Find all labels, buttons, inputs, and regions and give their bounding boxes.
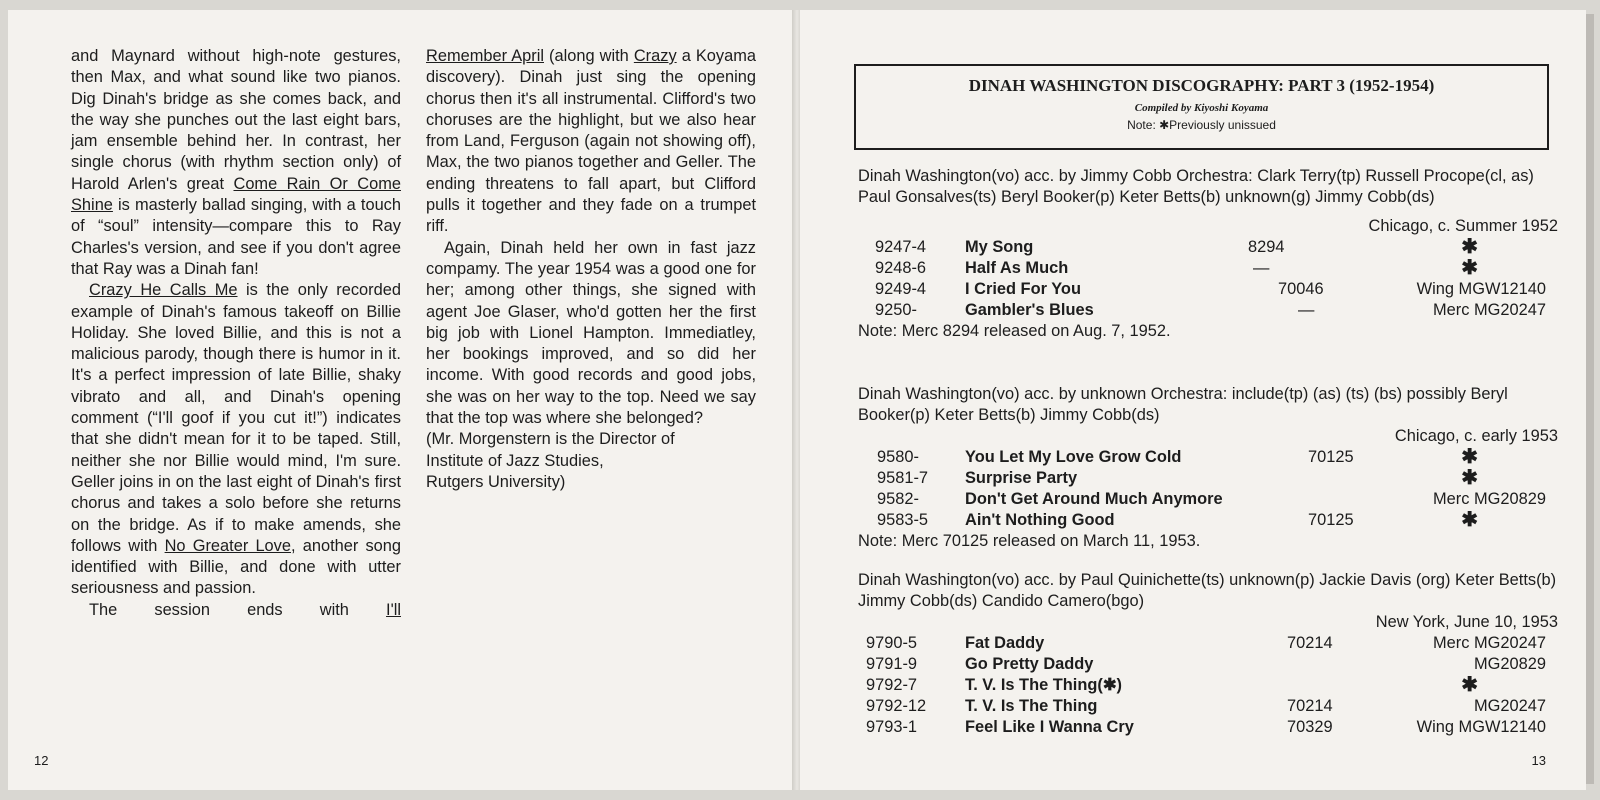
lp-issue: ✱ xyxy=(1461,509,1478,531)
session-place-date: Chicago, c. Summer 1952 xyxy=(1368,217,1558,235)
track-title: Go Pretty Daddy xyxy=(965,655,1094,673)
session-note: Note: Merc 8294 released on Aug. 7, 1952. xyxy=(858,322,1171,340)
song-title: No Greater Love xyxy=(164,536,291,555)
track-row xyxy=(858,279,1558,300)
track-row xyxy=(858,717,1558,738)
matrix-number: 9250- xyxy=(875,301,917,319)
lp-issue: ✱ xyxy=(1461,236,1478,258)
session-place-date: New York, June 10, 1953 xyxy=(1375,613,1558,631)
page-title: DINAH WASHINGTON DISCOGRAPHY: PART 3 (1952-1954) xyxy=(968,76,1435,95)
matrix-number: 9792-12 xyxy=(866,697,927,715)
discography-title-box xyxy=(854,64,1549,150)
song-title: Come Rain Or Come Shine xyxy=(71,174,401,215)
session-note: Note: Merc 70125 released on March 11, 1953. xyxy=(858,532,1201,550)
issue-number: 70125 xyxy=(1308,511,1354,529)
issue-number: 70046 xyxy=(1278,280,1324,298)
matrix-number: 9249-4 xyxy=(875,280,927,298)
essay-text: , another song identified with Billie, and done with utter seriousness and passion. xyxy=(71,536,402,598)
essay-paragraph xyxy=(71,600,401,621)
issue-number: 8294 xyxy=(1248,238,1285,256)
session-personnel: Dinah Washington(vo) acc. by Jimmy Cobb Orchestra: Clark Terry(tp) Russell Procope(cl, as) Paul Gonsalves(ts) Beryl Booker(p) Keter Betts(b) unknown(g) Jimmy Cobb(ds) xyxy=(858,167,1534,206)
session-personnel: Dinah Washington(vo) acc. by unknown Orchestra: include(tp) (as) (ts) (bs) possibly Beryl Booker(p) Keter Betts(b) Jimmy Cobb(ds) xyxy=(858,385,1508,424)
song-title: I'll xyxy=(386,600,401,619)
page-edges xyxy=(1586,14,1594,784)
song-title: Crazy He Calls Me xyxy=(89,281,238,300)
track-title: You Let My Love Grow Cold xyxy=(965,448,1182,466)
lp-issue: Merc MG20247 xyxy=(1433,634,1546,652)
track-title: Surprise Party xyxy=(965,469,1078,487)
matrix-number: 9791-9 xyxy=(866,655,918,673)
track-row xyxy=(858,489,1558,510)
essay-text: and Maynard without high-note gestures, then Max, and what sound like two pianos. Dig Dinah's bridge as she comes back, and the way she punches out the last eight bars, jam ensemble behind her. In contrast, her single chorus (with rhythm section only) of Harold Arlen's great xyxy=(71,47,401,193)
matrix-number: 9580- xyxy=(877,448,919,466)
essay-paragraph xyxy=(426,46,756,238)
lp-issue: ✱ xyxy=(1461,446,1478,468)
session-block xyxy=(858,166,1558,342)
lp-issue: Merc MG20829 xyxy=(1433,490,1546,508)
issue-number: — xyxy=(1298,301,1315,319)
matrix-number: 9793-1 xyxy=(866,718,918,736)
track-title: T. V. Is The Thing xyxy=(965,697,1098,715)
track-row xyxy=(858,633,1558,654)
essay-column-2 xyxy=(426,46,756,493)
session-block xyxy=(858,384,1558,552)
matrix-number: 9790-5 xyxy=(866,634,918,652)
track-title: Half As Much xyxy=(965,259,1069,277)
essay-text: is the only recorded example of Dinah's famous takeoff on Billie Holiday. She loved Billie, and this is not a malicious parody, though there is humor in it. It's a perfect impression of late Billie, shaky vibrato and all, and Dinah's opening comment (“I'll goof if you cut it!”) indicates that she didn't mean for it to be taped. Still, neither she nor Billie would mind, I'm sure. Geller joins in on the last eight of Dinah's first chorus and takes a solo before she returns on the bridge. As if to make amends, she follows with xyxy=(71,281,401,555)
compiler-credit: Compiled by Kiyoshi Koyama xyxy=(1134,102,1269,114)
song-title: Remember April xyxy=(426,47,544,65)
essay-text: is masterly ballad singing, with a touch of “soul” intensity—compare this to Ray Charles's version, and see if you don't agree that Ray was a Dinah fan! xyxy=(71,196,401,278)
track-title: Feel Like I Wanna Cry xyxy=(965,718,1134,736)
left-page xyxy=(8,10,794,790)
lp-issue: Merc MG20247 xyxy=(1433,301,1546,319)
lp-issue: ✱ xyxy=(1461,257,1478,279)
lp-issue: Wing MGW12140 xyxy=(1416,718,1546,736)
matrix-number: 9581-7 xyxy=(877,469,929,487)
author-note xyxy=(426,429,756,493)
issue-number: 70329 xyxy=(1287,718,1333,736)
lp-issue: MG20829 xyxy=(1474,655,1546,673)
lp-issue: ✱ xyxy=(1461,467,1478,489)
lp-issue: ✱ xyxy=(1461,674,1478,696)
matrix-number: 9583-5 xyxy=(877,511,929,529)
track-row xyxy=(858,654,1558,675)
track-title: My Song xyxy=(965,238,1034,256)
page-number: 12 xyxy=(34,753,49,768)
track-row xyxy=(858,300,1558,321)
unissued-note: Note: ✱Previously unissued xyxy=(1127,118,1276,132)
matrix-number: 9247-4 xyxy=(875,238,927,256)
matrix-number: 9792-7 xyxy=(866,676,918,694)
track-row xyxy=(858,468,1558,489)
author-note-line: Rutgers University) xyxy=(426,472,566,491)
track-title: T. V. Is The Thing(✱) xyxy=(965,676,1123,694)
lp-issue: Wing MGW12140 xyxy=(1416,280,1546,298)
track-title: Fat Daddy xyxy=(965,634,1045,652)
essay-paragraph xyxy=(71,46,401,280)
author-note-line: Institute of Jazz Studies, xyxy=(426,451,604,470)
essay-paragraph: Again, Dinah held her own in fast jazz compamy. The year 1954 was a good one for her; among other things, she signed with agent Joe Glaser, who'd gotten her the first big job with Lionel Hampton. Immediatley, her bookings improved, and so did her income. With good records and good jobs, she was on her way to the top. Need we say that the top was where she belonged? xyxy=(426,238,756,428)
track-row xyxy=(858,510,1558,531)
track-row xyxy=(858,675,1558,696)
track-title: Ain't Nothing Good xyxy=(965,511,1115,529)
issue-number: — xyxy=(1253,259,1270,277)
issue-number: 70214 xyxy=(1287,634,1333,652)
track-title: Don't Get Around Much Anymore xyxy=(965,490,1223,508)
essay-paragraph xyxy=(71,280,401,599)
track-row xyxy=(858,696,1558,717)
track-row xyxy=(858,447,1558,468)
essay-text: (along with xyxy=(544,47,634,65)
issue-number: 70125 xyxy=(1308,448,1354,466)
session-place-date: Chicago, c. early 1953 xyxy=(1394,427,1558,445)
track-title: I Cried For You xyxy=(965,280,1081,298)
essay-column-1 xyxy=(71,46,401,621)
author-note-line: (Mr. Morgenstern is the Director of xyxy=(426,430,675,449)
track-row xyxy=(858,258,1558,279)
track-title: Gambler's Blues xyxy=(965,301,1094,319)
track-row xyxy=(858,237,1558,258)
essay-text: The session ends with xyxy=(89,600,387,619)
session-personnel: Dinah Washington(vo) acc. by Paul Quinichette(ts) unknown(p) Jackie Davis (org) Keter Betts(b) Jimmy Cobb(ds) Candido Camero(bgo) xyxy=(858,571,1557,610)
song-title: Crazy xyxy=(633,47,677,65)
matrix-number: 9582- xyxy=(877,490,919,508)
right-page xyxy=(800,10,1586,790)
page-number: 13 xyxy=(1531,753,1546,768)
essay-text: a Koyama discovery). Dinah just sing the opening chorus then it's all instrumental. Clifford's two choruses are the highlight, but we also hear from Land, Ferguson (again not showing off), Max, the two pianos together and Geller. The ending threatens to fall apart, but Clifford pulls it together and they fade on a trumpet riff. xyxy=(426,47,756,236)
issue-number: 70214 xyxy=(1287,697,1333,715)
matrix-number: 9248-6 xyxy=(875,259,927,277)
lp-issue: MG20247 xyxy=(1474,697,1546,715)
session-block xyxy=(858,570,1558,738)
